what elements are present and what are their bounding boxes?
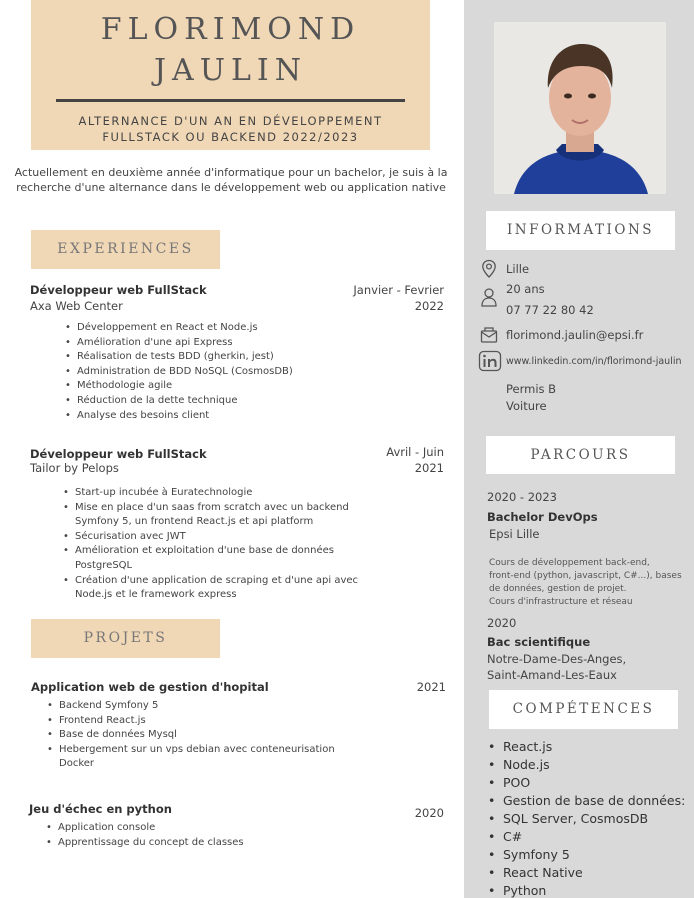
parcours1-detail2: front-end (python, javascript, C#...), bases [489, 571, 682, 581]
job2-date [386, 445, 444, 475]
experiences-heading: EXPERIENCES [31, 230, 220, 269]
list-item: • Base de données Mysql [45, 728, 335, 743]
parcours2-degree: Bac scientifique [487, 635, 591, 649]
job2-bullets [61, 486, 358, 603]
list-item: • Symfony 5 [487, 846, 685, 864]
project1-bullets [45, 699, 335, 772]
project1-title: Application web de gestion d'hopital [31, 680, 269, 694]
linkedin-icon [478, 350, 502, 372]
header-divider [56, 99, 405, 102]
list-item-continuation: Symfony 5, un frontend React.js et api platform [75, 516, 314, 528]
list-item: • Amélioration et exploitation d'une base de données [61, 544, 358, 559]
list-item: • Création d'une application de scraping et d'une api avec [61, 574, 358, 589]
profile-photo [494, 22, 666, 194]
list-item [45, 757, 335, 772]
list-item: • Apprentissage du concept de classes [44, 836, 244, 851]
parcours1-school: Epsi Lille [489, 527, 540, 541]
list-item: • Gestion de base de données: [487, 792, 685, 810]
parcours1-degree: Bachelor DevOps [487, 510, 598, 524]
job2-date-line2: 2021 [414, 461, 444, 475]
info-phone: 07 77 22 80 42 [506, 303, 594, 317]
list-item: • Sécurisation avec JWT [61, 530, 358, 545]
list-item: • Start-up incubée à Euratechnologie [61, 486, 358, 501]
parcours1-detail1: Cours de développement back-end, [489, 558, 650, 568]
header-banner [31, 0, 430, 150]
list-item: • Hebergement sur un vps debian avec conteneurisation [45, 743, 335, 758]
list-item: • Node.js [487, 756, 685, 774]
job1-title: Développeur web FullStack [30, 283, 207, 297]
parcours-heading: PARCOURS [486, 436, 675, 474]
job2-company: Tailor by Pelops [30, 461, 119, 475]
project1-date: 2021 [416, 680, 446, 694]
parcours2-school-line2: Saint-Amand-Les-Eaux [487, 668, 617, 682]
location-pin-icon [479, 259, 499, 279]
portrait-illustration [494, 22, 666, 194]
info-age: 20 ans [506, 282, 545, 296]
info-linkedin[interactable]: www.linkedin.com/in/florimond-jaulin [506, 356, 682, 367]
parcours1-detail4: Cours d'infrastructure et réseau [489, 597, 633, 607]
informations-heading: INFORMATIONS [486, 211, 675, 250]
list-item: • Mise en place d'un saas from scratch avec un backend [61, 501, 358, 516]
list-item: • Réduction de la dette technique [63, 394, 293, 409]
parcours1-years: 2020 - 2023 [487, 490, 557, 504]
info-car: Voiture [506, 399, 547, 413]
list-item: • Administration de BDD NoSQL (CosmosDB) [63, 365, 293, 380]
info-email[interactable]: florimond.jaulin@epsi.fr [506, 328, 644, 342]
subtitle-line1: ALTERNANCE D'UN AN EN DÉVELOPPEMENT [78, 114, 383, 128]
list-item: • SQL Server, CosmosDB [487, 810, 685, 828]
info-permit: Permis B [506, 382, 557, 396]
project2-bullets [44, 821, 244, 850]
parcours1-detail3: de données, gestion de projet. [489, 584, 627, 594]
list-item: • C# [487, 828, 685, 846]
list-item: • React.js [487, 738, 685, 756]
list-item: • Frontend React.js [45, 714, 335, 729]
name-last: JAULIN [154, 53, 307, 88]
list-item [61, 559, 358, 574]
list-item: • Méthodologie agile [63, 379, 293, 394]
intro-line1: Actuellement en deuxième année d'informatique pour un bachelor, je suis à la [14, 166, 448, 179]
job2-date-line1: Avril - Juin [386, 445, 444, 459]
job1-company: Axa Web Center [30, 299, 123, 313]
skills-list [487, 738, 685, 898]
parcours2-years: 2020 [487, 616, 517, 630]
job1-bullets [63, 321, 293, 423]
info-city: Lille [506, 262, 530, 276]
list-item: • Réalisation de tests BDD (gherkin, jest) [63, 350, 293, 365]
list-item: • React Native [487, 864, 685, 882]
job1-date-line1: Janvier - Fevrier [353, 283, 444, 297]
list-item [61, 588, 358, 603]
list-item [61, 515, 358, 530]
list-item: • Amélioration d'une api Express [63, 336, 293, 351]
list-item: • Application console [44, 821, 244, 836]
intro-line2: recherche d'une alternance dans le développement web ou application native [16, 181, 446, 194]
competences-heading: COMPÉTENCES [489, 690, 678, 729]
name-first: FLORIMOND [100, 12, 361, 47]
project2-date: 2020 [414, 806, 444, 820]
list-item: • Backend Symfony 5 [45, 699, 335, 714]
list-item: • Python [487, 882, 685, 898]
list-item-continuation: Node.js et le framework express [75, 589, 237, 601]
parcours2-school-line1: Notre-Dame-Des-Anges, [487, 652, 627, 666]
list-item: • POO [487, 774, 685, 792]
projects-heading: PROJETS [31, 619, 220, 658]
job1-date [353, 283, 444, 313]
mail-icon [479, 325, 499, 345]
job1-date-line2: 2022 [414, 299, 444, 313]
job2-title: Développeur web FullStack [30, 447, 207, 461]
list-item-continuation: PostgreSQL [75, 559, 133, 571]
subtitle-line2: FULLSTACK OU BACKEND 2022/2023 [102, 130, 359, 144]
list-item-continuation: Docker [59, 758, 95, 770]
list-item: • Développement en React et Node.js [63, 321, 293, 336]
project2-title: Jeu d'échec en python [29, 802, 172, 816]
list-item: • Analyse des besoins client [63, 409, 293, 424]
person-icon [479, 287, 499, 307]
